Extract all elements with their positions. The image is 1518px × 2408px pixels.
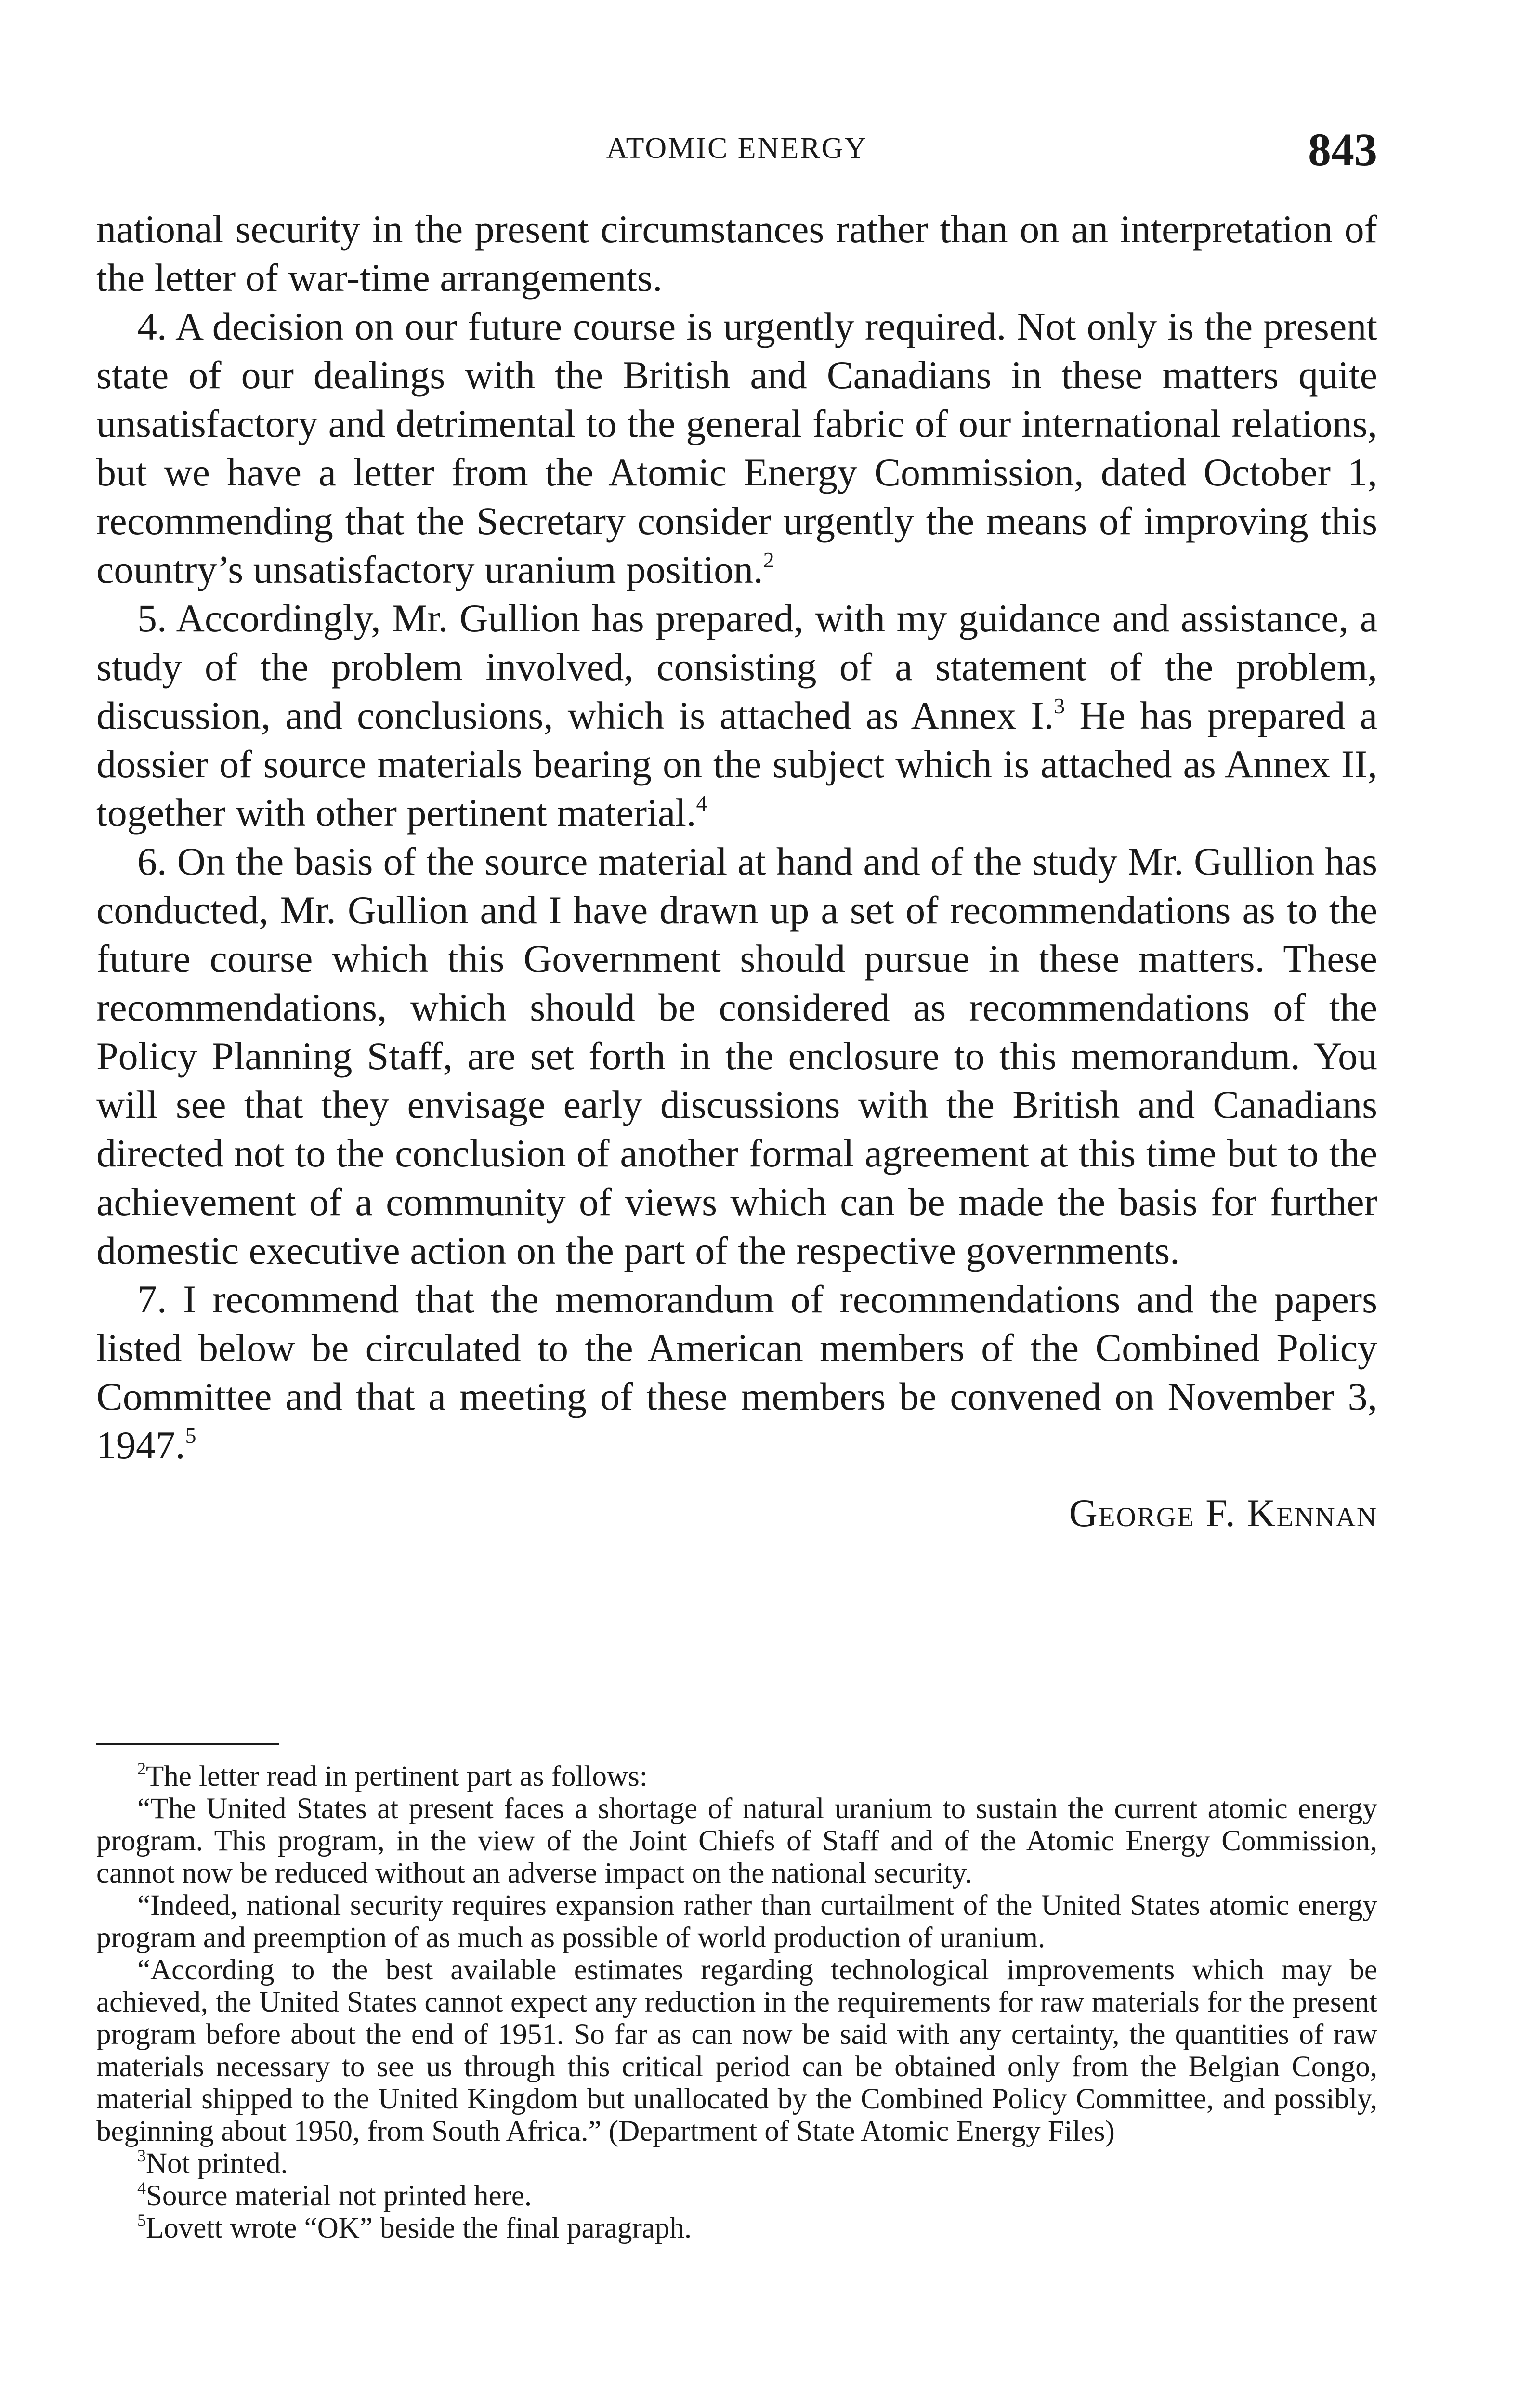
footnote-text: “According to the best available estimates regarding technological improvements which may be achieved, the United States cannot expect any reduction in the requirements for raw materials for the present program before about the end of 1951. So far as can now be said with any certainty, the quantities of raw materials necessary to see us through this critical period can be obtained only from the Belgian Congo, material shipped to the United Kingdom but unallocated by the Combined Policy Committee, and possibly, beginning about 1950, from South Africa.” (Department of State Atomic Energy Files) bbox=[96, 1954, 1377, 2147]
body-text bbox=[96, 205, 1377, 1537]
footnote-text: Lovett wrote “OK” beside the final paragraph. bbox=[146, 2212, 692, 2244]
footnote-text: “Indeed, national security requires expansion rather than curtailment of the United States atomic energy program and preemption of as much as possible of world production of uranium. bbox=[96, 1889, 1377, 1954]
footnote-ref-2: 2 bbox=[763, 548, 774, 572]
footnote-text: Not printed. bbox=[146, 2147, 288, 2180]
footnote-2-quote-3 bbox=[96, 1954, 1377, 2147]
footnote-text: Source material not printed here. bbox=[146, 2180, 532, 2212]
paragraph-text: 4. A decision on our future course is urgently required. Not only is the present state of our dealings with the British and Canadians in these matters quite unsatisfactory and detrimental to the general fabric of our international relations, but we have a letter from the Atomic Energy Commission, dated October 1, recommending that the Secretary consider urgently the means of improving this country’s unsatisfactory uranium position. bbox=[96, 304, 1377, 591]
footnote-4 bbox=[96, 2180, 1377, 2212]
paragraph-text: 6. On the basis of the source material at hand and of the study Mr. Gullion has conducted, Mr. Gullion and I have drawn up a set of recommendations as to the future course which this Government should pursue in these matters. These recommendations, which should be considered as recommendations of the Policy Planning Staff, are set forth in the enclosure to this memorandum. You will see that they envisage early discussions with the British and Canadians directed not to the conclusion of another formal agreement at this time but to the achievement of a community of views which can be made the basis for further domestic executive action on the part of the respective governments. bbox=[96, 839, 1377, 1272]
footnote-divider bbox=[96, 1743, 279, 1745]
paragraph-text: 5. Accordingly, Mr. Gullion has prepared, with my guidance and assistance, a study of the problem involved, consisting of a statement of the problem, discussion, and conclusions, which is attached as Annex I. bbox=[96, 596, 1377, 737]
paragraph-continuation bbox=[96, 205, 1377, 302]
paragraph-5 bbox=[96, 594, 1377, 837]
signature: George F. Kennan bbox=[1069, 1491, 1377, 1535]
footnote-5 bbox=[96, 2212, 1377, 2244]
running-title: ATOMIC ENERGY bbox=[606, 132, 868, 165]
footnote-text: The letter read in pertinent part as follows: bbox=[146, 1760, 648, 1793]
running-head bbox=[96, 123, 1377, 181]
paragraph-text: national security in the present circumstances rather than on an interpretation of the letter of war-time arrangements. bbox=[96, 207, 1377, 300]
paragraph-text: 7. I recommend that the memorandum of recommendations and the papers listed below be circulated to the American members of the Combined Policy Committee and that a meeting of these members be convened on November 3, 1947. bbox=[96, 1277, 1377, 1467]
page-number: 843 bbox=[1308, 124, 1377, 175]
footnote-ref-4: 4 bbox=[696, 791, 707, 815]
footnotes bbox=[96, 1760, 1377, 2244]
footnote-number: 5 bbox=[137, 2211, 146, 2230]
footnote-number: 4 bbox=[137, 2178, 146, 2198]
footnote-3 bbox=[96, 2147, 1377, 2180]
footnote-text: “The United States at present faces a shortage of natural uranium to sustain the current atomic energy program. This program, in the view of the Joint Chiefs of Staff and of the Atomic Energy Commission, cannot now be reduced without an adverse impact on the national security. bbox=[96, 1793, 1377, 1889]
paragraph-6 bbox=[96, 837, 1377, 1275]
footnote-ref-3: 3 bbox=[1054, 694, 1065, 718]
footnote-2-quote-2 bbox=[96, 1889, 1377, 1954]
paragraph-7 bbox=[96, 1275, 1377, 1469]
footnote-2 bbox=[96, 1760, 1377, 1793]
footnote-number: 2 bbox=[137, 1759, 146, 1778]
paragraph-4 bbox=[96, 302, 1377, 594]
paragraph-text: He has prepared a dossier of source materials bearing on the subject which is attached as Annex II, together with other pertinent material. bbox=[96, 694, 1377, 835]
footnote-number: 3 bbox=[137, 2146, 146, 2165]
footnote-2-quote-1 bbox=[96, 1793, 1377, 1889]
footnote-ref-5: 5 bbox=[185, 1423, 196, 1448]
